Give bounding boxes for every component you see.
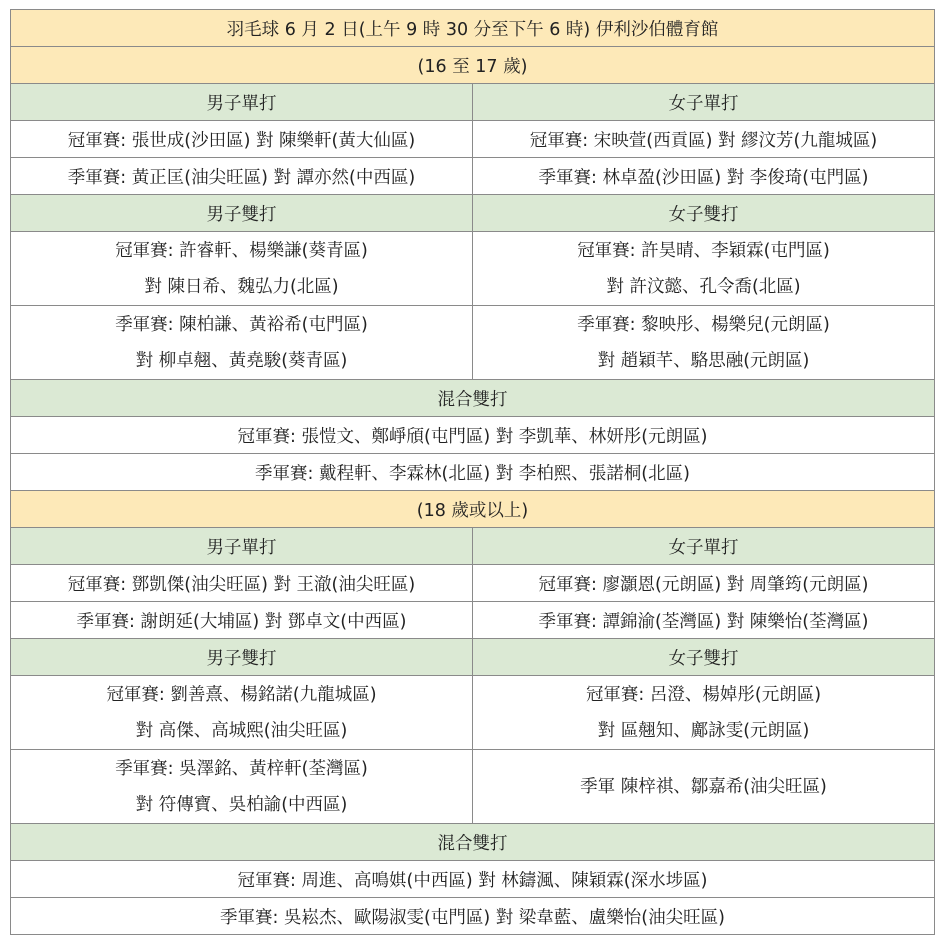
category-row — [11, 528, 935, 565]
result-row — [11, 121, 935, 158]
results-table — [10, 9, 935, 935]
womens-doubles-heading: 女子雙打 — [473, 639, 935, 676]
mens-doubles-final — [11, 232, 473, 306]
mens-doubles-heading: 男子雙打 — [11, 195, 473, 232]
result-row — [11, 750, 935, 824]
category-row — [11, 84, 935, 121]
category-row — [11, 380, 935, 417]
category-row — [11, 639, 935, 676]
category-row — [11, 824, 935, 861]
womens-doubles-final — [473, 232, 935, 306]
mens-singles-heading: 男子單打 — [11, 528, 473, 565]
mixed-doubles-heading: 混合雙打 — [11, 824, 935, 861]
womens-doubles-final-line-2: 對 許汶懿、孔令喬(北區) — [606, 276, 801, 297]
womens-doubles-third-line-1: 季軍賽: 黎映彤、楊樂兒(元朗區) — [577, 314, 830, 335]
mixed-doubles-third-place: 季軍賽: 戴程軒、李霖林(北區) 對 李柏熙、張諾桐(北區) — [11, 454, 935, 491]
womens-singles-heading: 女子單打 — [473, 84, 935, 121]
mixed-doubles-final: 冠軍賽: 張愷文、鄭崢頎(屯門區) 對 李凱華、林妍彤(元朗區) — [11, 417, 935, 454]
womens-singles-third-place: 季軍賽: 譚錦渝(荃灣區) 對 陳樂怡(荃灣區) — [473, 602, 935, 639]
womens-doubles-final-line-1: 冠軍賽: 許昊晴、李穎霖(屯門區) — [577, 240, 830, 261]
mens-doubles-final-line-1: 冠軍賽: 許睿軒、楊樂謙(葵青區) — [115, 240, 368, 261]
womens-singles-heading: 女子單打 — [473, 528, 935, 565]
womens-doubles-heading: 女子雙打 — [473, 195, 935, 232]
result-row — [11, 898, 935, 935]
womens-singles-final: 冠軍賽: 廖灝恩(元朗區) 對 周肇筠(元朗區) — [473, 565, 935, 602]
mens-doubles-third-line-1: 季軍賽: 吳澤銘、黃梓軒(荃灣區) — [115, 758, 368, 779]
womens-doubles-third-line-1: 季軍 陳梓祺、鄒嘉希(油尖旺區) — [580, 776, 827, 797]
age-group-heading: (18 歲或以上) — [11, 491, 935, 528]
womens-doubles-final-line-1: 冠軍賽: 呂澄、楊婥彤(元朗區) — [585, 684, 822, 705]
mixed-doubles-final: 冠軍賽: 周進、高鳴娸(中西區) 對 林鑄渢、陳穎霖(深水埗區) — [11, 861, 935, 898]
mixed-doubles-heading: 混合雙打 — [11, 380, 935, 417]
mens-singles-heading: 男子單打 — [11, 84, 473, 121]
age-group-row — [11, 47, 935, 84]
page-title: 羽毛球 6 月 2 日(上午 9 時 30 分至下午 6 時) 伊利沙伯體育館 — [11, 10, 935, 47]
age-group-heading: (16 至 17 歲) — [11, 47, 935, 84]
mens-doubles-third-line-1: 季軍賽: 陳柏謙、黃裕希(屯門區) — [115, 314, 368, 335]
mens-doubles-third-line-2: 對 符傳寶、吳柏諭(中西區) — [135, 794, 348, 815]
result-row — [11, 454, 935, 491]
mens-doubles-final-line-2: 對 高傑、高城熙(油尖旺區) — [135, 720, 348, 741]
result-row — [11, 232, 935, 306]
result-row — [11, 676, 935, 750]
mens-doubles-third-line-2: 對 柳卓翹、黃堯駿(葵青區) — [135, 350, 348, 371]
mixed-doubles-third-place: 季軍賽: 吳崧杰、歐陽淑雯(屯門區) 對 梁韋藍、盧樂怡(油尖旺區) — [11, 898, 935, 935]
mens-doubles-heading: 男子雙打 — [11, 639, 473, 676]
result-row — [11, 861, 935, 898]
mens-doubles-third-place — [11, 750, 473, 824]
age-group-row — [11, 491, 935, 528]
title-row — [11, 10, 935, 47]
mens-singles-third-place: 季軍賽: 黃正匡(油尖旺區) 對 譚亦然(中西區) — [11, 158, 473, 195]
womens-doubles-third-line-2: 對 趙穎芊、駱思融(元朗區) — [597, 350, 810, 371]
category-row — [11, 195, 935, 232]
womens-singles-third-place: 季軍賽: 林卓盈(沙田區) 對 李俊琦(屯門區) — [473, 158, 935, 195]
result-row — [11, 306, 935, 380]
results-sheet — [10, 9, 935, 935]
result-row — [11, 565, 935, 602]
mens-doubles-third-place — [11, 306, 473, 380]
mens-doubles-final-line-2: 對 陳日希、魏弘力(北區) — [144, 276, 339, 297]
womens-doubles-final-line-2: 對 區翹知、鄺詠雯(元朗區) — [597, 720, 810, 741]
mens-singles-final: 冠軍賽: 張世成(沙田區) 對 陳樂軒(黃大仙區) — [11, 121, 473, 158]
result-row — [11, 602, 935, 639]
womens-doubles-final — [473, 676, 935, 750]
mens-doubles-final-line-1: 冠軍賽: 劉善熹、楊銘諾(九龍城區) — [106, 684, 377, 705]
mens-singles-third-place: 季軍賽: 謝朗延(大埔區) 對 鄧卓文(中西區) — [11, 602, 473, 639]
womens-doubles-third-place — [473, 750, 935, 824]
mens-singles-final: 冠軍賽: 鄧凱傑(油尖旺區) 對 王澈(油尖旺區) — [11, 565, 473, 602]
mens-doubles-final — [11, 676, 473, 750]
womens-singles-final: 冠軍賽: 宋映萱(西貢區) 對 繆汶芳(九龍城區) — [473, 121, 935, 158]
womens-doubles-third-place — [473, 306, 935, 380]
result-row — [11, 417, 935, 454]
result-row — [11, 158, 935, 195]
